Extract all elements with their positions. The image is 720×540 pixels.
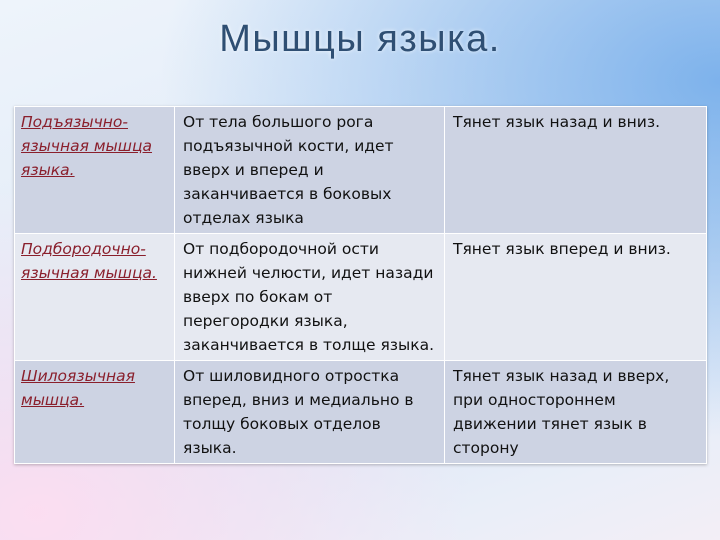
slide-title: Мышцы языка. <box>219 18 501 60</box>
muscle-action: Тянет язык назад и вниз. <box>445 107 707 234</box>
table-row <box>15 361 707 464</box>
muscle-name: Подбородочно-язычная мышца. <box>15 234 175 361</box>
muscle-name: Подъязычно-язычная мышца языка. <box>15 107 175 234</box>
muscle-action: Тянет язык назад и вверх, при одностороннем движении тянет язык в сторону <box>445 361 707 464</box>
muscle-name: Шилоязычная мышца. <box>15 361 175 464</box>
table-row <box>15 107 707 234</box>
muscle-origin: От подбородочной ости нижней челюсти, идет назади вверх по бокам от перегородки языка, заканчивается в толще языка. <box>175 234 445 361</box>
muscle-origin: От тела большого рога подъязычной кости, идет вверх и вперед и заканчивается в боковых отделах языка <box>175 107 445 234</box>
table-row <box>15 234 707 361</box>
muscle-action: Тянет язык вперед и вниз. <box>445 234 707 361</box>
muscles-table <box>14 106 707 464</box>
muscle-origin: От шиловидного отростка вперед, вниз и медиально в толщу боковых отделов языка. <box>175 361 445 464</box>
